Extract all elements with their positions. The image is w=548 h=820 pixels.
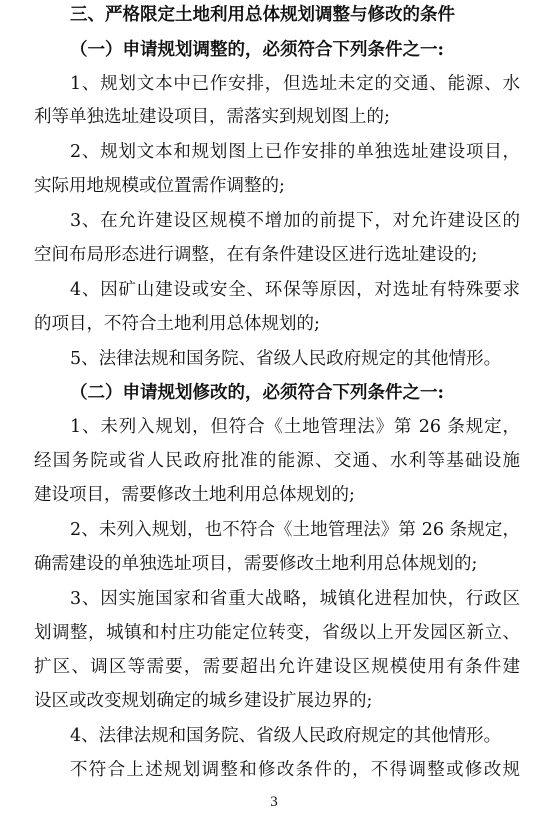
paragraph-2-1-line-1: 1、未列入规划，但符合《土地管理法》第 26 条规定， xyxy=(70,417,520,437)
paragraph-1-1-line-1: 1、规划文本中已作安排，但选址未定的交通、能源、水 xyxy=(70,74,520,94)
subsection-1-title: （一）申请规划调整的，必须符合下列条件之一: xyxy=(70,40,444,60)
paragraph-2-1-line-2: 经国务院或省人民政府批准的能源、交通、水利等基础设施 xyxy=(34,451,520,471)
subsection-2-title: （二）申请规划修改的，必须符合下列条件之一: xyxy=(70,383,444,403)
paragraph-2-3-line-4: 设区或改变规划确定的城乡建设扩展边界的; xyxy=(34,691,373,711)
paragraph-2-2-line-1: 2、未列入规划，也不符合《土地管理法》第 26 条规定， xyxy=(70,520,520,540)
paragraph-1-1-line-2: 利等单独选址建设项目，需落实到规划图上的; xyxy=(34,107,390,127)
paragraph-1-3-line-1: 3、在允许建设区规模不增加的前提下，对允许建设区的 xyxy=(70,211,520,231)
page-number: 3 xyxy=(270,794,278,810)
paragraph-2-1-line-3: 建设项目，需要修改土地利用总体规划的; xyxy=(34,485,355,505)
paragraph-2-4: 4、法律法规和国务院、省级人民政府规定的其他情形。 xyxy=(70,726,502,746)
paragraph-2-3-line-2: 划调整，城镇和村庄功能定位转变，省级以上开发园区新立、 xyxy=(34,623,520,643)
paragraph-1-2-line-1: 2、规划文本和规划图上已作安排的单独选址建设项目， xyxy=(70,142,520,162)
paragraph-1-5: 5、法律法规和国务院、省级人民政府规定的其他情形。 xyxy=(70,349,502,369)
closing-paragraph: 不符合上述规划调整和修改条件的，不得调整或修改规 xyxy=(70,760,520,780)
paragraph-1-2-line-2: 实际用地规模或位置需作调整的; xyxy=(34,176,285,196)
section-heading: 三、严格限定土地利用总体规划调整与修改的条件 xyxy=(70,5,455,25)
paragraph-2-3-line-3: 扩区、调区等需要，需要超出允许建设区规模使用有条件建 xyxy=(34,657,520,677)
paragraph-1-3-line-2: 空间布局形态进行调整，在有条件建设区进行选址建设的; xyxy=(34,245,478,265)
paragraph-1-4-line-2: 的项目，不符合土地利用总体规划的; xyxy=(34,314,320,334)
paragraph-2-2-line-2: 确需建设的单独选址项目，需要修改土地利用总体规划的; xyxy=(34,554,478,574)
paragraph-2-3-line-1: 3、因实施国家和省重大战略，城镇化进程加快，行政区 xyxy=(70,589,520,609)
paragraph-1-4-line-1: 4、因矿山建设或安全、环保等原因，对选址有特殊要求 xyxy=(70,280,520,300)
